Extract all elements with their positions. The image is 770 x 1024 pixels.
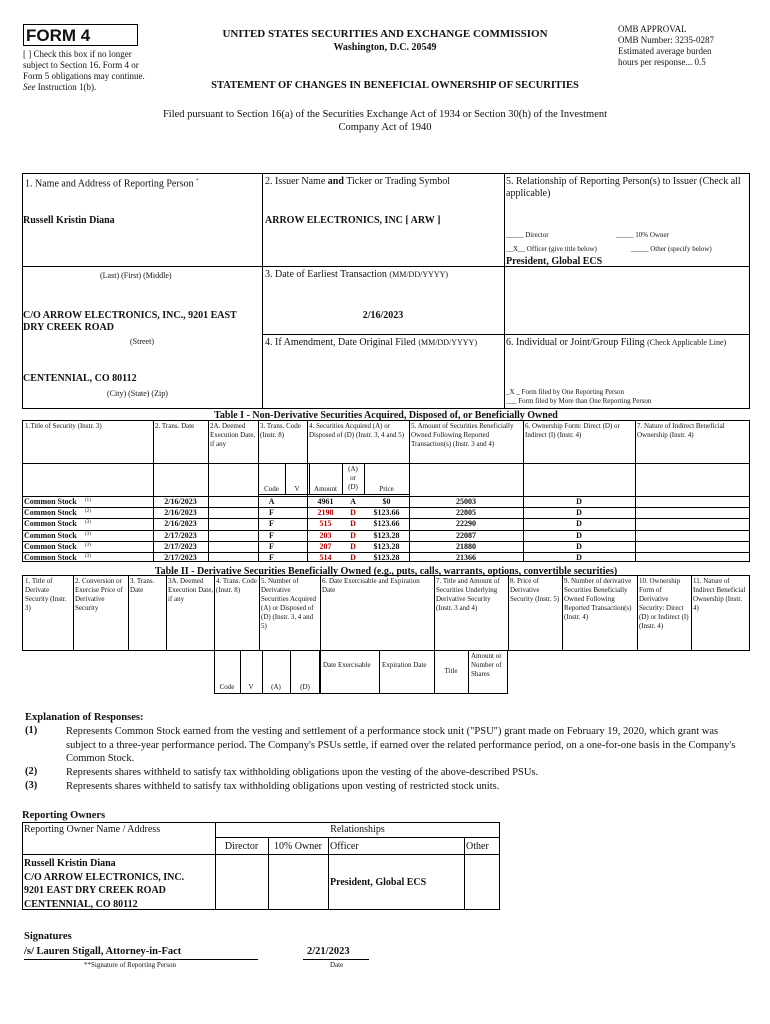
t1-col2a: 2A. Deemed Execution Date, if any [210, 422, 256, 448]
omb-number: OMB Number: 3235-0287 [618, 35, 714, 45]
table1-cell-amount: 515 [319, 519, 332, 529]
table1-cell-fn: (3) [85, 542, 91, 548]
table1-cell-amount: 4961 [317, 497, 334, 506]
signature-date: 2/21/2023 [307, 946, 350, 957]
table1-cell-code: F [269, 553, 274, 562]
officer-title: President, Global ECS [506, 256, 603, 267]
t2-col3a: 3A. Deemed Execution Date, if any [168, 577, 214, 603]
table1-cell-ad: D [350, 541, 356, 551]
signatures-heading: Signatures [24, 931, 72, 942]
table2-title: Table II - Derivative Securities Beneficially Owned (e.g., puts, calls, warrants, options, convertible securities) [154, 566, 618, 577]
owners-col-director: Director [224, 841, 259, 852]
agency-city: Washington, D.C. 20549 [333, 42, 437, 53]
t2-col10: 10. Ownership Form of Derivative Security: Direct (D) or Indirect (I) (Instr. 4) [639, 577, 689, 630]
t1-col5: 5. Amount of Securities Beneficially Owned Following Reported Transaction(s) (Instr. 3 and 4) [411, 422, 514, 448]
t2-col2: 2. Conversion or Exercise Price of Derivative Security [75, 577, 123, 612]
table1-cell-title: Common Stock [24, 519, 77, 529]
t1-col2: 2. Trans. Date [155, 422, 195, 430]
statement-title: STATEMENT OF CHANGES IN BENEFICIAL OWNERSHIP OF SECURITIES [211, 80, 579, 91]
owners-heading: Reporting Owners [22, 810, 106, 821]
table1-cell-title: Common Stock [24, 508, 77, 518]
t2-col1: 1. Title of Derivate Security (Instr. 3) [25, 577, 67, 612]
name-parts-label: (Last) (First) (Middle) [100, 271, 172, 280]
table1-cell-owned: 22087 [456, 530, 476, 540]
table1-cell-code: F [269, 541, 274, 551]
table1-cell-price: $123.66 [373, 508, 400, 518]
t2-sub-v: V [248, 683, 254, 691]
section3-label: 3. Date of Earliest Transaction (MM/DD/YYYY) [265, 269, 449, 280]
table1-cell-date: 2/16/2023 [164, 508, 197, 518]
table1-cell-form: D [576, 541, 582, 551]
table1-cell-code: A [268, 497, 275, 506]
filed-pursuant: Filed pursuant to Section 16(a) of the Securities Exchange Act of 1934 or Section 30(h) of the Investment Company Act of 1940 [162, 109, 608, 133]
table1-cell-owned: 22805 [456, 508, 476, 518]
t1-col6: 6. Ownership Form: Direct (D) or Indirect (I) (Instr. 4) [525, 422, 620, 439]
issuer-name: ARROW ELECTRONICS, INC [ ARW ] [265, 215, 441, 226]
t2-col7: 7. Title and Amount of Securities Underlying Derivative Security (Instr. 3 and 4) [436, 577, 500, 612]
section2-label: 2. Issuer Name and Ticker or Trading Symbol [265, 176, 451, 187]
explanation-text: Represents shares withheld to satisfy tax withholding obligations upon the vesting of the above-described PSUs. [66, 767, 539, 778]
t2-sub-expiration: Expiration Date [382, 661, 427, 669]
omb-approval: OMB APPROVAL [618, 24, 687, 34]
table1-cell-date: 2/17/2023 [164, 541, 197, 551]
t1-sub-amount: Amount [314, 485, 337, 493]
t1-sub-ad: (A) or (D) [348, 465, 358, 491]
table1-cell-amount: 2198 [317, 508, 334, 518]
t1-sub-price: Price [379, 485, 394, 493]
table1-cell-owned: 21880 [456, 541, 476, 551]
t2-col3: 3. Trans. Date [130, 577, 155, 594]
section6-label: 6. Individual or Joint/Group Filing (Check Applicable Line) [506, 337, 727, 348]
table1-cell-amount: 207 [319, 541, 332, 551]
owners-col-name: Reporting Owner Name / Address [24, 824, 161, 835]
signer-name: /s/ Lauren Stigall, Attorney-in-Fact [24, 946, 182, 957]
owner-address: Russell Kristin Diana C/O ARROW ELECTRONICS, INC. 9201 EAST DRY CREEK ROAD CENTENNIAL, CO 80112 [24, 858, 185, 910]
table1-cell-code: F [269, 519, 274, 529]
t2-col4: 4. Trans. Code (Instr. 8) [216, 577, 257, 594]
table1-cell-title: Common Stock [24, 541, 77, 551]
section4-label: 4. If Amendment, Date Original Filed (MM/DD/YYYY) [265, 337, 477, 348]
table1-cell-owned: 22290 [456, 519, 476, 529]
table1-cell-form: D [576, 553, 582, 562]
table1-cell-title: Common Stock [24, 497, 77, 506]
table1-cell-date: 2/16/2023 [164, 519, 197, 529]
table1-cell-title: Common Stock [24, 553, 77, 562]
table1-cell-fn: (2) [85, 509, 91, 515]
owners-col-officer: Officer [330, 841, 359, 852]
table1-cell-fn: (3) [85, 531, 91, 537]
owners-col-other: Other [466, 841, 489, 852]
signature-date-label: Date [330, 961, 344, 969]
t2-sub-title: Title [444, 667, 458, 675]
explanation-text: Represents Common Stock earned from the vesting and settlement of a performance stock unit ("PSU") grant made on February 19, 2020, which grant was subject to a three-year performance period. The Company's PSUs settle, if earned over the related performance period, on a one-for-one basis in the Company's Common Stock. [66, 726, 736, 764]
owners-col-ten: 10% Owner [273, 841, 323, 852]
table1-cell-ad: D [350, 508, 356, 518]
filing-one: _X _ Form filed by One Reporting Person [506, 388, 625, 396]
omb-box [618, 24, 758, 68]
t2-sub-a: (A) [271, 683, 281, 691]
filing-more: ___ Form filed by More than One Reporting Person [506, 397, 652, 405]
t2-sub-amount: Amount or Number of Shares [471, 652, 502, 678]
t1-sub-code: Code [264, 485, 279, 493]
table1-cell-date: 2/16/2023 [164, 497, 197, 506]
table1-cell-date: 2/17/2023 [164, 553, 197, 562]
table1-cell-fn: (1) [85, 498, 91, 503]
street-label: (Street) [130, 337, 154, 346]
table1-cell-owned: 21366 [456, 553, 476, 562]
owners-col-rel: Relationships [330, 824, 385, 835]
t2-sub-code: Code [219, 683, 235, 691]
table1-cell-fn: (3) [85, 554, 91, 559]
form-title: FORM 4 [26, 26, 91, 45]
rel-officer: __X__ Officer (give title below) [506, 245, 597, 253]
t2-sub-d: (D) [300, 683, 310, 691]
explanation-heading: Explanation of Responses: [25, 712, 144, 723]
explanation-number: (3) [25, 780, 38, 791]
table1-cell-ad: A [350, 497, 356, 506]
rel-director: _____ Director [506, 231, 549, 239]
table1-cell-form: D [576, 497, 582, 506]
table1-cell-price: $123.28 [373, 541, 400, 551]
t1-col4: 4. Securities Acquired (A) or Disposed of (D) (Instr. 3, 4 and 5) [309, 422, 405, 439]
agency-name: UNITED STATES SECURITIES AND EXCHANGE COMMISSION [222, 28, 548, 40]
section5-label: 5. Relationship of Reporting Person(s) to Issuer (Check all applicable) [506, 176, 741, 199]
table1-cell-form: D [576, 508, 582, 518]
rel-other: _____ Other (specify below) [631, 245, 712, 253]
table1-cell-date: 2/17/2023 [164, 530, 197, 540]
table1-cell-ad: D [350, 530, 356, 540]
table1-cell-amount: 203 [319, 530, 332, 540]
explanation-text: Represents shares withheld to satisfy tax withholding obligations upon vesting of restricted stock units. [66, 781, 500, 792]
t2-col11: 11. Nature of Indirect Beneficial Ownership (Instr. 4) [693, 577, 746, 612]
table1-cell-price: $0 [382, 497, 391, 506]
table1-cell-code: F [269, 530, 274, 540]
t2-col9: 9. Number of derivative Securities Beneficially Owned Following Reported Transaction(s) (Instr. 4) [564, 577, 632, 621]
t1-sub-v: V [294, 485, 300, 493]
table1-cell-price: $123.28 [373, 553, 400, 562]
city-value: CENTENNIAL, CO 80112 [23, 373, 137, 384]
section1-label: 1. Name and Address of Reporting Person * [25, 178, 199, 190]
table1-cell-fn: (3) [85, 520, 91, 526]
earliest-transaction-date: 2/16/2023 [362, 310, 404, 321]
table1-cell-form: D [576, 519, 582, 529]
t1-col1: 1.Title of Security (Instr. 3) [25, 422, 102, 430]
table1-cell-form: D [576, 530, 582, 540]
check-box-text: [ ] Check this box if no longer subject to Section 16. Form 4 or Form 5 obligations may continue. See Instruction 1(b). [23, 49, 145, 92]
table1-cell-price: $123.28 [373, 530, 400, 540]
table1-title: Table I - Non-Derivative Securities Acquired, Disposed of, or Beneficially Owned [214, 410, 558, 421]
signer-label: **Signature of Reporting Person [84, 961, 176, 969]
t2-sub-exercisable: Date Exercisable [323, 661, 371, 669]
t2-col6: 6. Date Exercisable and Expiration Date [322, 577, 420, 594]
omb-hours: hours per response... 0.5 [618, 57, 706, 67]
street-value: C/O ARROW ELECTRONICS, INC., 9201 EAST DRY CREEK ROAD [23, 310, 237, 333]
city-label: (City) (State) (Zip) [107, 389, 168, 398]
t2-col5: 5. Number of Derivative Securities Acquired (A) or Disposed of (D) (Instr. 3, 4 and 5) [261, 577, 317, 630]
table1-cell-ad: D [350, 553, 356, 562]
explanation-number: (2) [25, 766, 38, 777]
table1-cell-code: F [269, 508, 274, 518]
t1-col7: 7. Nature of Indirect Beneficial Ownership (Instr. 4) [637, 422, 725, 439]
t1-col3: 3. Trans. Code (Instr. 8) [260, 422, 301, 439]
table1-cell-amount: 514 [319, 553, 332, 562]
form-title-box [23, 24, 138, 46]
owner-officer-value: President, Global ECS [330, 877, 427, 888]
table1-cell-price: $123.66 [373, 519, 400, 529]
reporting-person-name: Russell Kristin Diana [23, 215, 115, 226]
table1-cell-owned: 25003 [456, 497, 476, 506]
omb-burden: Estimated average burden [618, 46, 712, 56]
table1-cell-title: Common Stock [24, 530, 77, 540]
t2-col8: 8. Price of Derivative Security (Instr. 5) [510, 577, 560, 603]
explanation-number: (1) [25, 725, 38, 736]
rel-ten-pct: _____ 10% Owner [616, 231, 669, 239]
table1-cell-ad: D [350, 519, 356, 529]
